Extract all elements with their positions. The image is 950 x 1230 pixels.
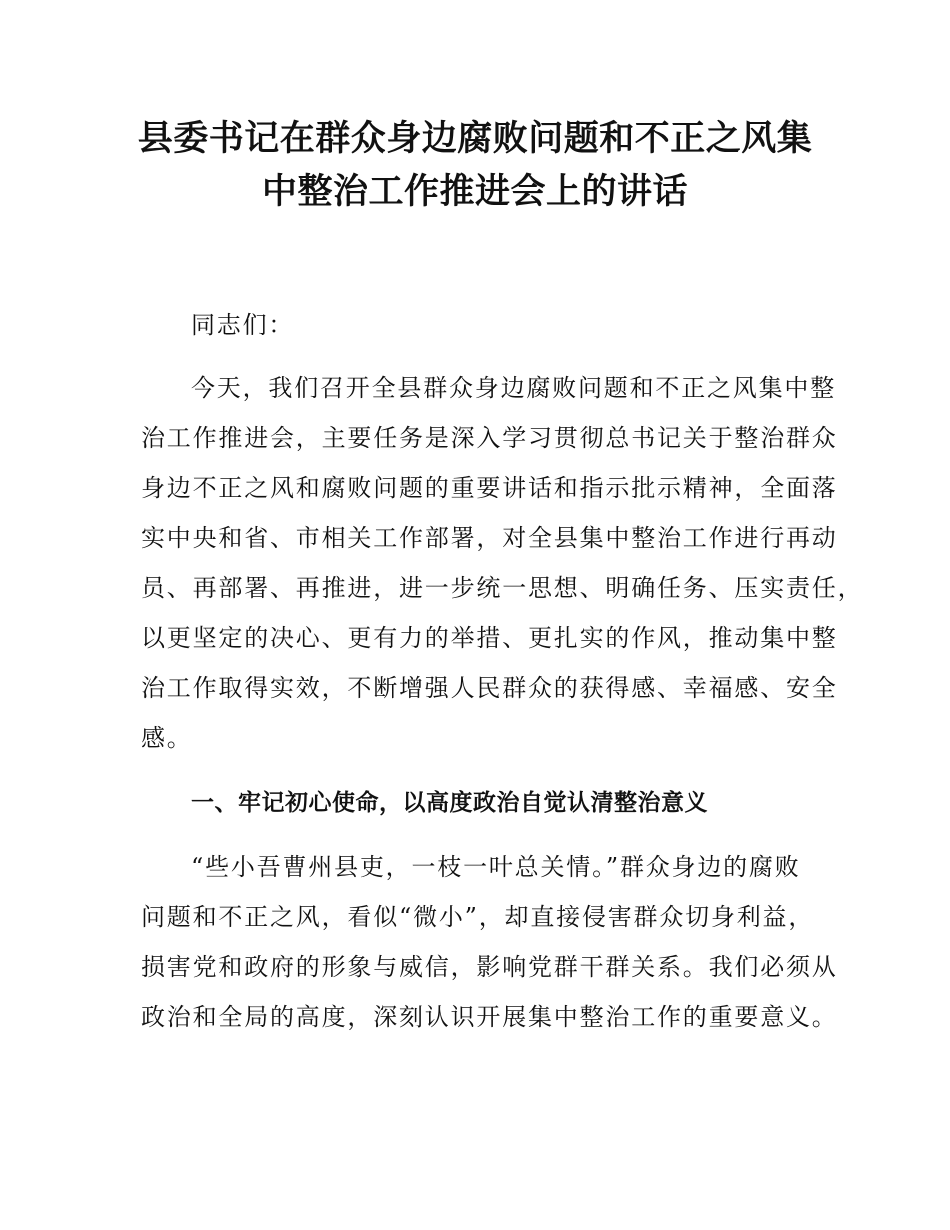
title-line-1: 县委书记在群众身边腐败问题和不正之风集 [137,118,813,159]
paragraph-line: 今天，我们召开全县群众身边腐败问题和不正之风集中整 [191,374,836,402]
salutation [141,300,831,350]
paragraph-line: 治工作推进会，主要任务是深入学习贯彻总书记关于整治群众 [141,424,838,452]
paragraph-line: 感。 [141,724,193,752]
paragraph-line: 治工作取得实效，不断增强人民群众的获得感、幸福感、安全 [141,674,838,702]
paragraph-line: 身边不正之风和腐败问题的重要讲话和指示批示精神，全面落 [141,474,838,502]
paragraph-line: 政治和全局的高度，深刻认识开展集中整治工作的重要意义。 [141,1003,838,1031]
salutation-text: 同志们： [191,311,295,339]
paragraph-intro [141,363,864,763]
document-title [100,112,850,218]
section-heading-1: 一、牢记初心使命，以高度政治自觉认清整治意义 [191,790,708,816]
paragraph-line: 损害党和政府的形象与威信，影响党群干群关系。我们必须从 [141,953,838,981]
title-line-2: 中整治工作推进会上的讲话 [261,171,688,212]
paragraph-line: “些小吾曹州县吏，一枝一叶总关情。”群众身边的腐败 [191,853,801,881]
paragraph-line: 以更坚定的决心、更有力的举措、更扎实的作风，推动集中整 [141,624,838,652]
paragraph-line: 员、再部署、再推进，进一步统一思想、明确任务、压实责任， [141,574,864,602]
paragraph-line: 问题和不正之风，看似“微小”，却直接侵害群众切身利益， [141,903,815,931]
paragraph-line: 实中央和省、市相关工作部署，对全县集中整治工作进行再动 [141,524,838,552]
paragraph-section-1 [141,842,838,1042]
